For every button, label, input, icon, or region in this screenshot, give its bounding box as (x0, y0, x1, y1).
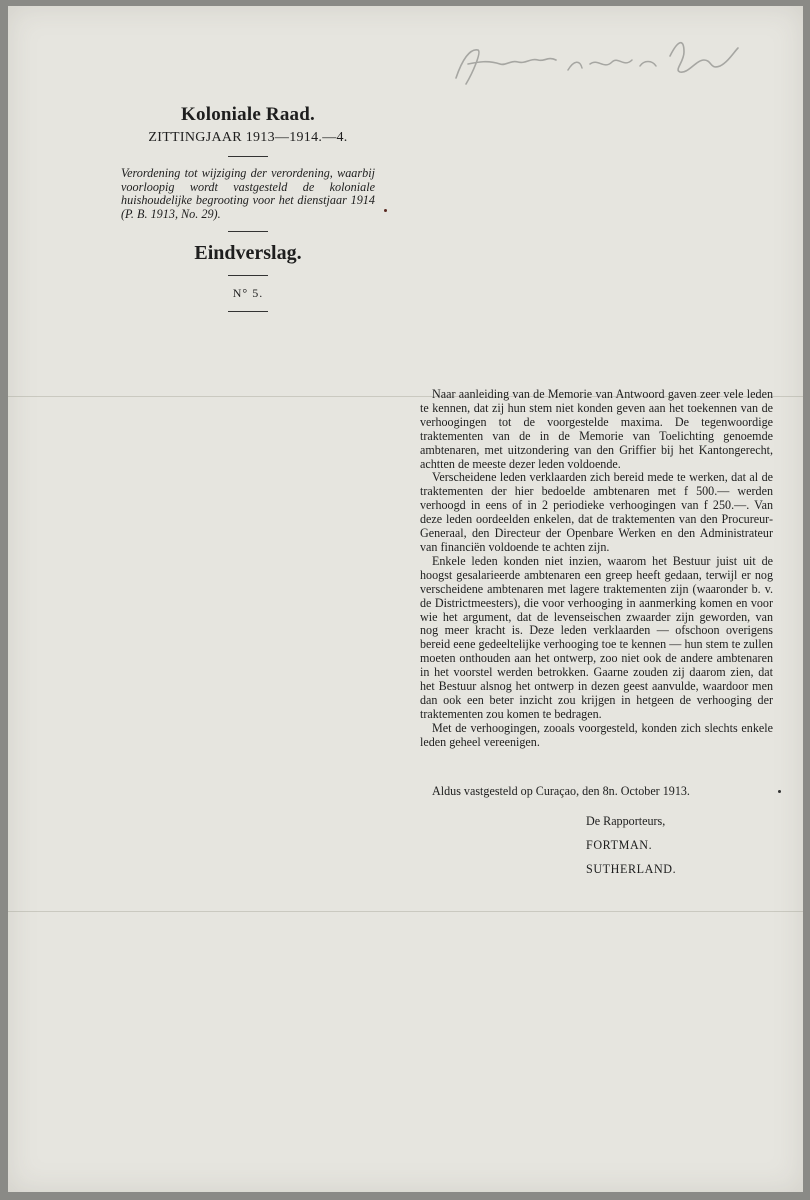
document-number: N° 5. (232, 286, 264, 301)
handwritten-annotation-icon (448, 30, 748, 90)
body-paragraph: Verscheidene leden verklaarden zich bereid mede te werken, dat al de traktementen der hier bedoelde ambtenaren met f 500.— werden verhoogd in eens of in 2 periodieke verhoogingen van f 250.—. Van deze leden oordeelden enkelen, dat de traktementen van den Procureur-Generaal, den Directeur der Openbare Werken en den Administrateur van financiën voldoende te achten zijn. (420, 470, 773, 554)
body-paragraph: Enkele leden konden niet inzien, waarom het Bestuur juist uit de hoogst gesalarieerde ambtenaren een greep heeft gedaan, terwijl er nog verscheidene ambtenaren met lagere traktementen zijn (waaronder b. v. de Districtmeesters), die voor verhooging in aanmerking komen en voor wie het argument, dat de levenseischen zwaarder zijn geworden, van nog meer kracht is. Deze leden verklaarden — ofschoon overigens bereid eene gedeeltelijke verhooging toe te kennen — hun stem te zullen moeten onthouden aan het ontwerp, zoo niet ook de andere ambtenaren in het voorstel werden betrokken. Gaarne zouden zij daarom zien, dat het Bestuur alsnog het ontwerp in dezen geest aanvulde, waardoor men dan ook een beter inzicht zou krijgen in hetgeen de verhooging der traktementen zou komen te bedragen. (420, 553, 773, 721)
document-header (113, 104, 383, 322)
rapporteurs-label: De Rapporteurs, (586, 814, 666, 828)
divider (228, 275, 268, 276)
fold-line (8, 911, 803, 912)
divider (228, 231, 268, 232)
report-body (420, 388, 773, 750)
body-paragraph: Met de verhoogingen, zooals voorgesteld, konden zich slechts enkele leden geheel vereenigen. (420, 720, 773, 749)
council-title: Koloniale Raad. (181, 104, 315, 125)
session-year: ZITTINGJAAR 1913—1914.—4. (148, 130, 348, 145)
closing-statement (432, 784, 772, 799)
ink-speck (384, 209, 387, 212)
signatory-name: SUTHERLAND. (586, 862, 677, 876)
ink-speck (778, 790, 781, 793)
report-title: Eindverslag. (194, 242, 302, 265)
document-page (8, 6, 803, 1192)
divider (228, 311, 268, 312)
divider (228, 156, 268, 157)
place-date: Aldus vastgesteld op Curaçao, den 8n. October 1913. (432, 784, 690, 798)
signature-block (586, 809, 786, 881)
ordinance-subject: Verordening tot wijziging der verordening, waarbij voorloopig wordt vastgesteld de koloniale huishoudelijke begrooting voor het dienstjaar 1914 (P. B. 1913, No. 29). (121, 166, 375, 221)
body-paragraph: Naar aanleiding van de Memorie van Antwoord gaven zeer vele leden te kennen, dat zij hun stem niet konden geven aan het toekennen van de verhoogingen tot de voorgestelde maxima. De tegenwoordige traktementen van de in de Memorie van Toelichting genoemde ambtenaren, met uitzondering van den Griffier bij het Kantongerecht, achtten de meeste dezer leden voldoende. (420, 387, 773, 471)
signatory-name: FORTMAN. (586, 838, 653, 852)
